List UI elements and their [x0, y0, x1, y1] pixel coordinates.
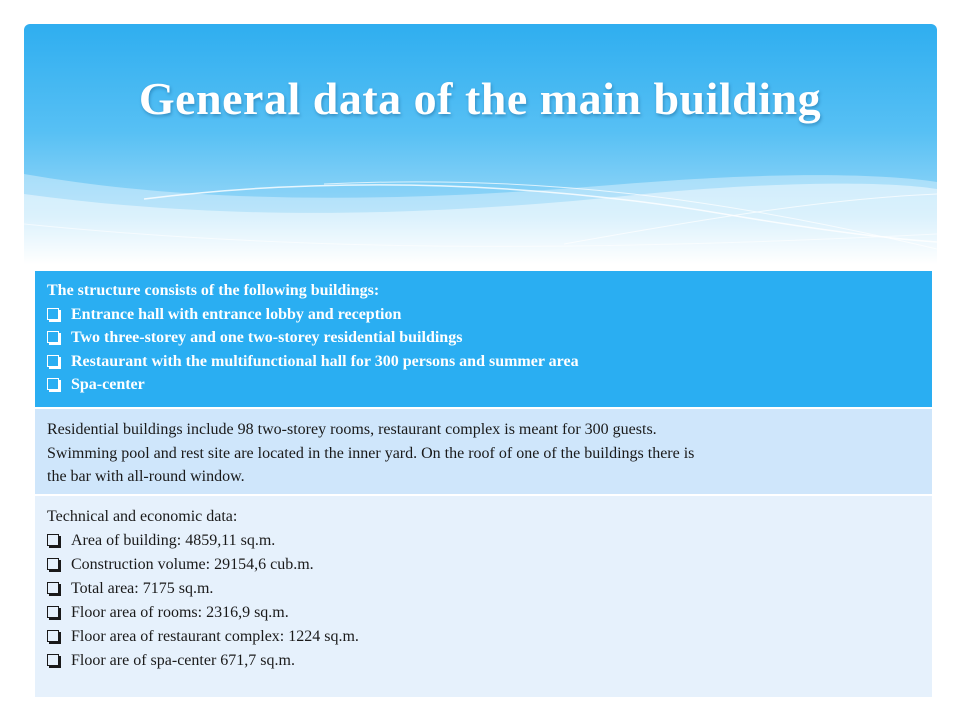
list-item: Two three-storey and one two-storey residential buildings [47, 326, 920, 350]
checkbox-bullet-icon [47, 577, 71, 601]
checkbox-bullet-icon [47, 373, 71, 397]
description-line: Residential buildings include 98 two-storey rooms, restaurant complex is meant for 300 guests. [47, 421, 657, 438]
technical-section [35, 494, 932, 697]
list-item: Floor area of restaurant complex: 1224 sq.m. [47, 625, 920, 649]
description-line: Swimming pool and rest site are located in the inner yard. On the roof of one of the buildings there is [47, 444, 695, 462]
list-item: Floor are of spa-center 671,7 sq.m. [47, 649, 920, 673]
structure-section [35, 271, 932, 407]
list-item: Entrance hall with entrance lobby and reception [47, 303, 920, 327]
checkbox-bullet-icon [47, 649, 71, 673]
checkbox-bullet-icon [47, 303, 71, 327]
wave-decoration [24, 24, 937, 264]
list-item: Construction volume: 29154,6 cub.m. [47, 553, 920, 577]
checkbox-bullet-icon [47, 350, 71, 374]
list-item: Restaurant with the multifunctional hall for 300 persons and summer area [47, 350, 920, 374]
checkbox-bullet-icon [47, 625, 71, 649]
info-table [35, 271, 932, 697]
title-banner [24, 24, 937, 264]
list-item: Area of building: 4859,11 sq.m. [47, 529, 920, 553]
list-item: Spa-center [47, 373, 920, 397]
checkbox-bullet-icon [47, 326, 71, 350]
checkbox-bullet-icon [47, 529, 71, 553]
checkbox-bullet-icon [47, 601, 71, 625]
checkbox-bullet-icon [47, 553, 71, 577]
list-item: Total area: 7175 sq.m. [47, 577, 920, 601]
list-item: Floor area of rooms: 2316,9 sq.m. [47, 601, 920, 625]
page-title: General data of the main building [138, 73, 822, 124]
description-line: the bar with all-round window. [47, 468, 245, 485]
description-section [35, 407, 932, 494]
technical-heading: Technical and economic data: [47, 508, 238, 525]
structure-heading: The structure consists of the following buildings: [47, 282, 380, 299]
